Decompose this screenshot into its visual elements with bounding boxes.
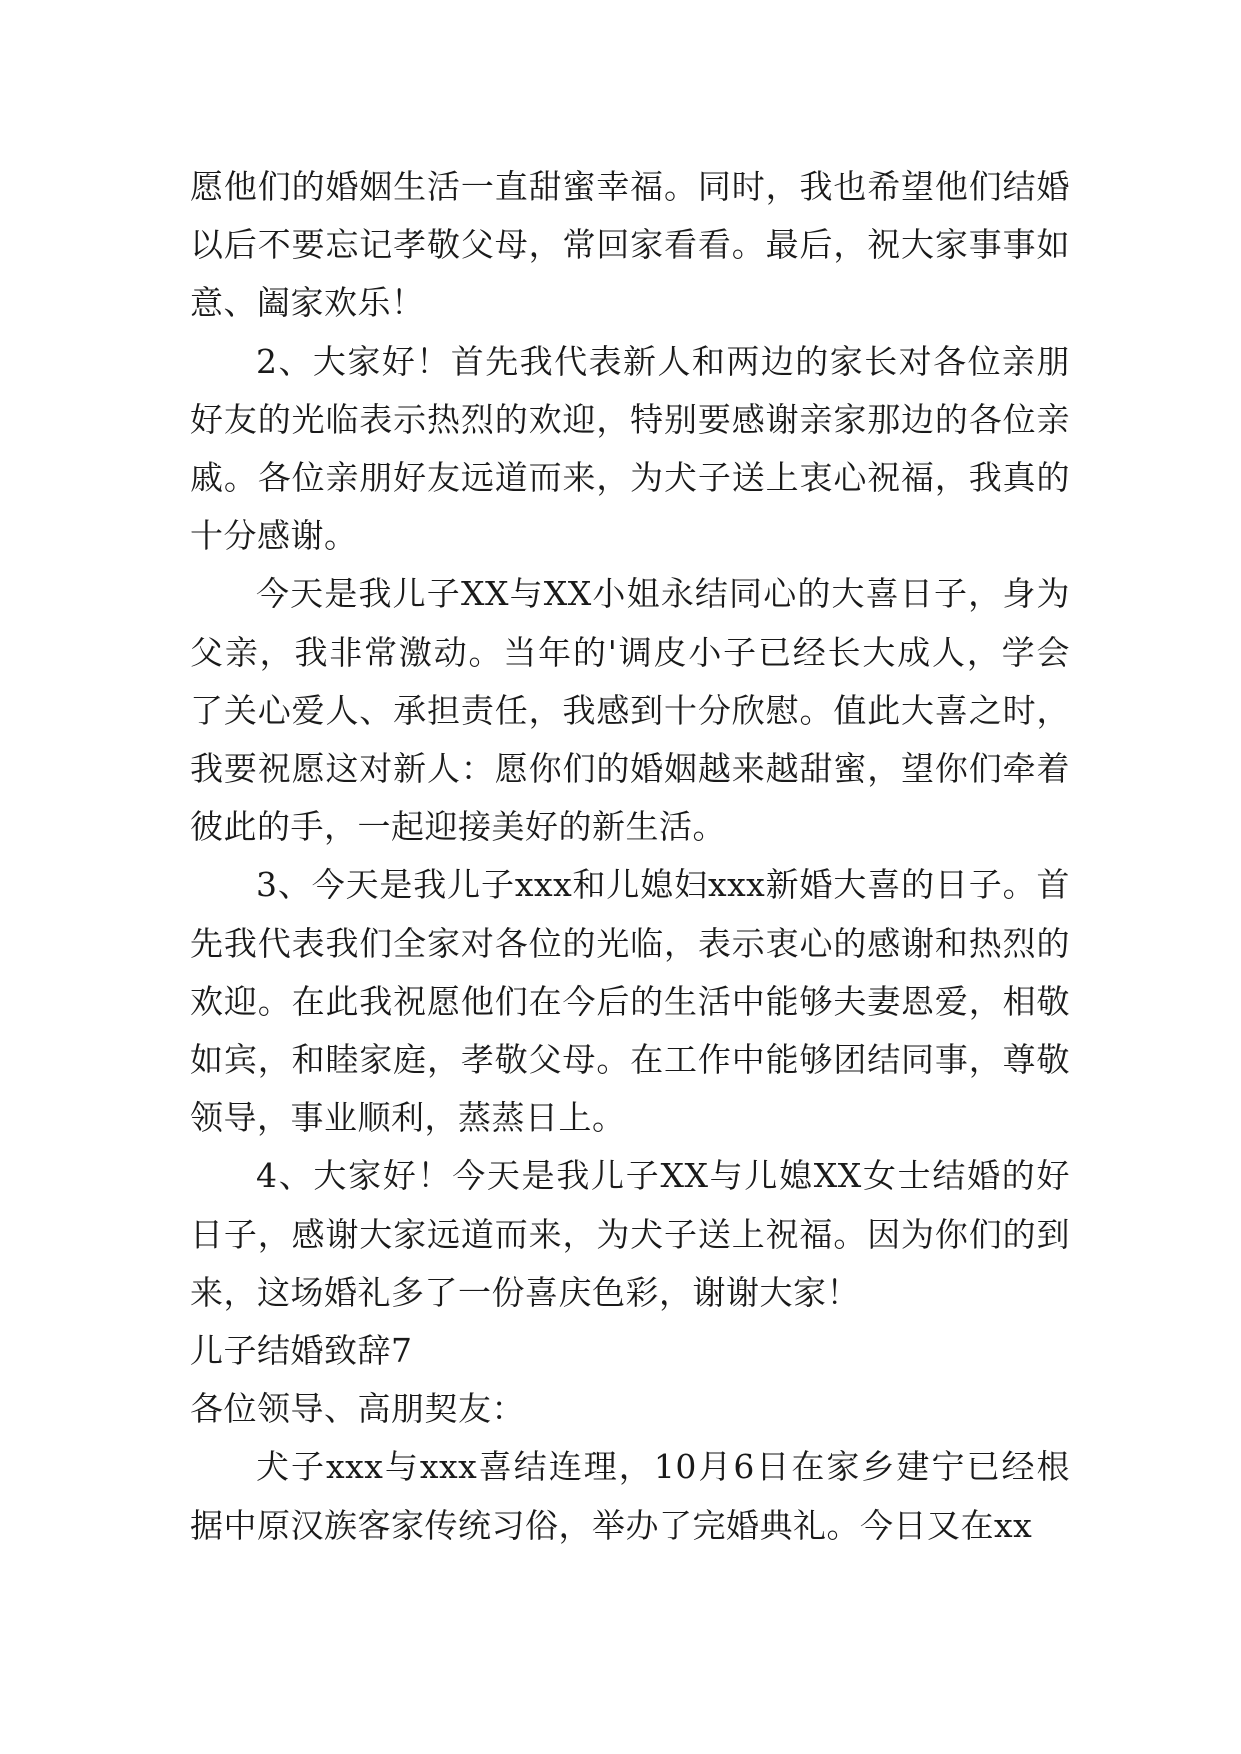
paragraph-speech-4: 4、大家好！今天是我儿子XX与儿媳XX女士结婚的好日子，感谢大家远道而来，为犬子送上祝福。因为你们的到来，这场婚礼多了一份喜庆色彩，谢谢大家！ [190,1156,1070,1312]
paragraph-speech-2: 2、大家好！首先我代表新人和两边的家长对各位亲朋好友的光临表示热烈的欢迎，特别要感谢亲家那边的各位亲戚。各位亲朋好友远道而来，为犬子送上衷心祝福，我真的十分感谢。 [190,341,1070,556]
paragraph-speech-7-opening: 犬子xxx与xxx喜结连理，10月6日在家乡建宁已经根据中原汉族客家传统习俗，举办了完婚典礼。今日又在xx [190,1447,1070,1545]
document-body [190,158,1070,1555]
paragraph-speech-3: 3、今天是我儿子xxx和儿媳妇xxx新婚大喜的日子。首先我代表我们全家对各位的光临，表示衷心的感谢和热烈的欢迎。在此我祝愿他们在今后的生活中能够夫妻恩爱，相敬如宾，和睦家庭，孝敬父母。在工作中能够团结同事，尊敬领导，事业顺利，蒸蒸日上。 [190,865,1070,1138]
paragraph-closing-wishes: 愿他们的婚姻生活一直甜蜜幸福。同时，我也希望他们结婚以后不要忘记孝敬父母，常回家看看。最后，祝大家事事如意、阖家欢乐！ [190,167,1070,323]
salutation: 各位领导、高朋契友： [190,1389,525,1429]
paragraph-speech-2-continued: 今天是我儿子XX与XX小姐永结同心的大喜日子，身为父亲，我非常激动。当年的'调皮小子已经长大成人，学会了关心爱人、承担责任，我感到十分欣慰。值此大喜之时，我要祝愿这对新人：愿你们的婚姻越来越甜蜜，望你们牵着彼此的手，一起迎接美好的新生活。 [190,574,1070,847]
section-heading: 儿子结婚致辞7 [190,1331,413,1371]
